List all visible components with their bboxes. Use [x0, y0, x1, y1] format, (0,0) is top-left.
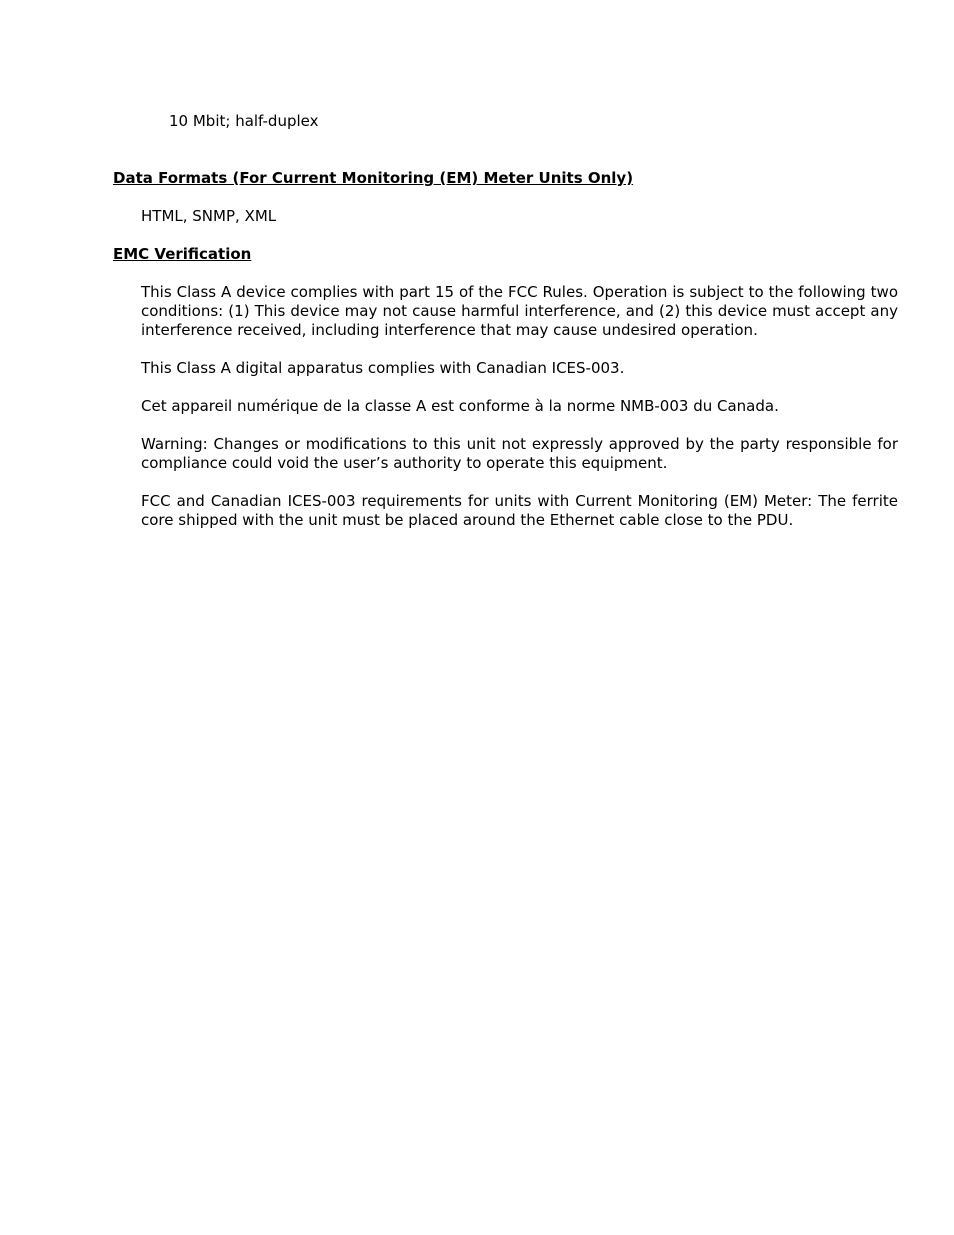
- data-formats-list: HTML, SNMP, XML: [141, 207, 277, 225]
- modification-warning-paragraph: Warning: Changes or modifications to this unit not expressly approved by the party responsible for compliance could void the user’s authority to operate this equipment.: [141, 435, 898, 472]
- nmb-compliance-paragraph: Cet appareil numérique de la classe A est conforme à la norme NMB-003 du Canada.: [141, 397, 779, 415]
- fcc-compliance-paragraph: This Class A device complies with part 15 of the FCC Rules. Operation is subject to the following two conditions: (1) This device may not cause harmful interference, and (2) this device must accept any interference received, including interference that may cause undesired operation.: [141, 283, 898, 339]
- ferrite-core-paragraph: FCC and Canadian ICES-003 requirements for units with Current Monitoring (EM) Meter: The ferrite core shipped with the unit must be placed around the Ethernet cable close to the PDU.: [141, 492, 898, 529]
- ices-compliance-paragraph: This Class A digital apparatus complies with Canadian ICES-003.: [141, 359, 625, 377]
- emc-verification-heading: EMC Verification: [113, 245, 252, 263]
- ethernet-speed-text: 10 Mbit; half-duplex: [169, 112, 319, 130]
- data-formats-heading: Data Formats (For Current Monitoring (EM) Meter Units Only): [113, 169, 634, 187]
